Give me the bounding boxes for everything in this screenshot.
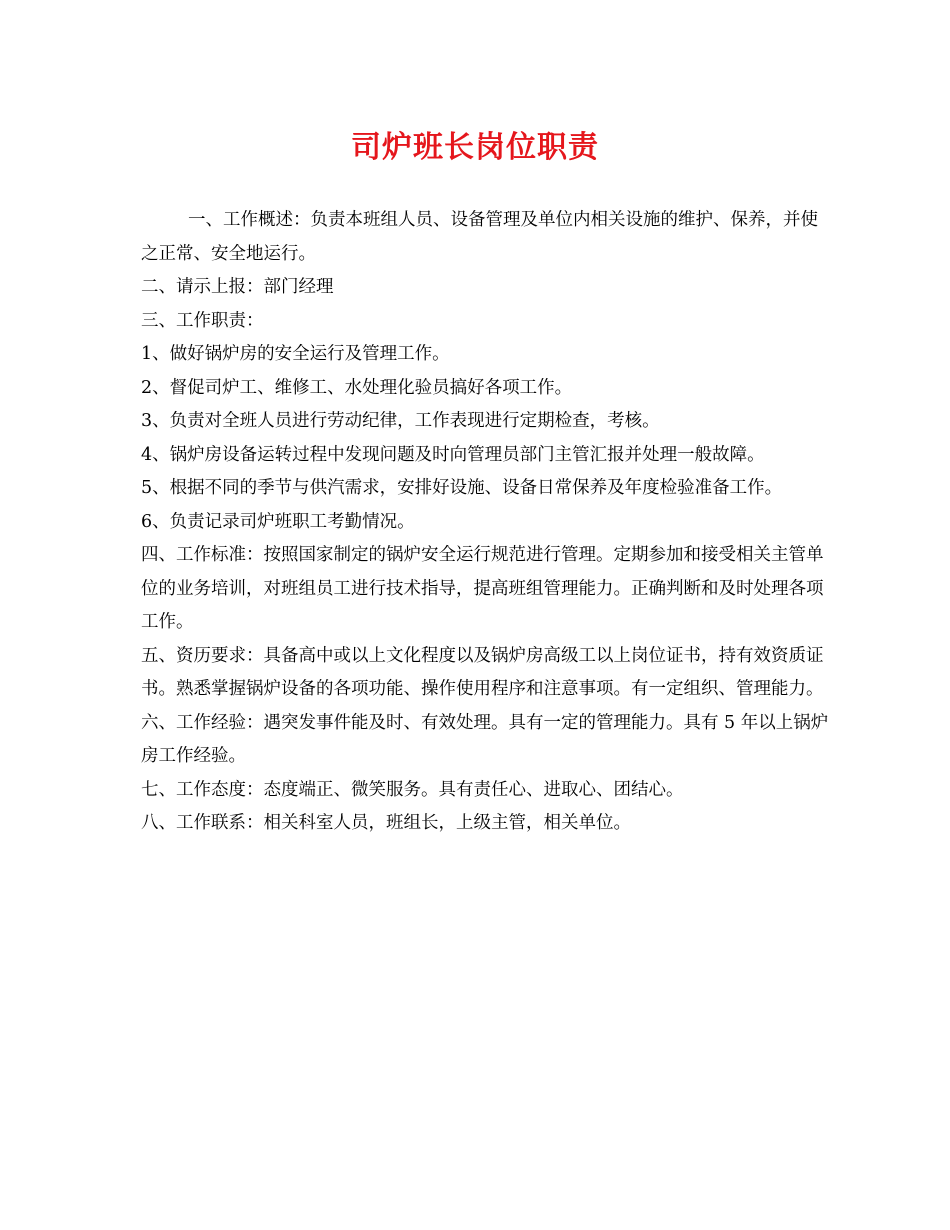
- document-body: [141, 204, 831, 841]
- paragraph-qualifications: 五、资历要求：具备高中或以上文化程度以及锅炉房高级工以上岗位证书，持有效资质证书。熟悉掌握锅炉设备的各项功能、操作使用程序和注意事项。有一定组织、管理能力。: [141, 645, 824, 699]
- duty-item-5: 5、根据不同的季节与供汽需求，安排好设施、设备日常保养及年度检验准备工作。: [141, 478, 783, 498]
- paragraph-duties-heading: 三、工作职责：: [141, 310, 264, 331]
- paragraph-attitude: 七、工作态度：态度端正、微笑服务。具有责任心、进取心、团结心。: [141, 779, 684, 800]
- paragraph-report-to: 二、请示上报：部门经理: [141, 277, 334, 297]
- document-title: 司炉班长岗位职责: [351, 130, 599, 165]
- duty-item-6: 6、负责记录司炉班职工考勤情况。: [141, 511, 415, 532]
- paragraph-contacts: 八、工作联系：相关科室人员，班组长，上级主管，相关单位。: [141, 813, 631, 833]
- duty-item-3: 3、负责对全班人员进行劳动纪律，工作表现进行定期检查，考核。: [141, 411, 660, 431]
- duty-item-1: 1、做好锅炉房的安全运行及管理工作。: [141, 344, 450, 364]
- paragraph-experience: 六、工作经验：遇突发事件能及时、有效处理。具有一定的管理能力。具有 5 年以上锅炉房工作经验。: [141, 712, 829, 766]
- duty-item-2: 2、督促司炉工、维修工、水处理化验员搞好各项工作。: [141, 377, 573, 398]
- paragraph-overview: 一、工作概述：负责本班组人员、设备管理及单位内相关设施的维护、保养，并使之正常、安全地运行。: [141, 210, 818, 264]
- duty-item-4: 4、锅炉房设备运转过程中发现问题及时向管理员部门主管汇报并处理一般故障。: [141, 444, 765, 465]
- paragraph-standards: 四、工作标准：按照国家制定的锅炉安全运行规范进行管理。定期参加和接受相关主管单位的业务培训，对班组员工进行技术指导，提高班组管理能力。正确判断和及时处理各项工作。: [141, 545, 824, 632]
